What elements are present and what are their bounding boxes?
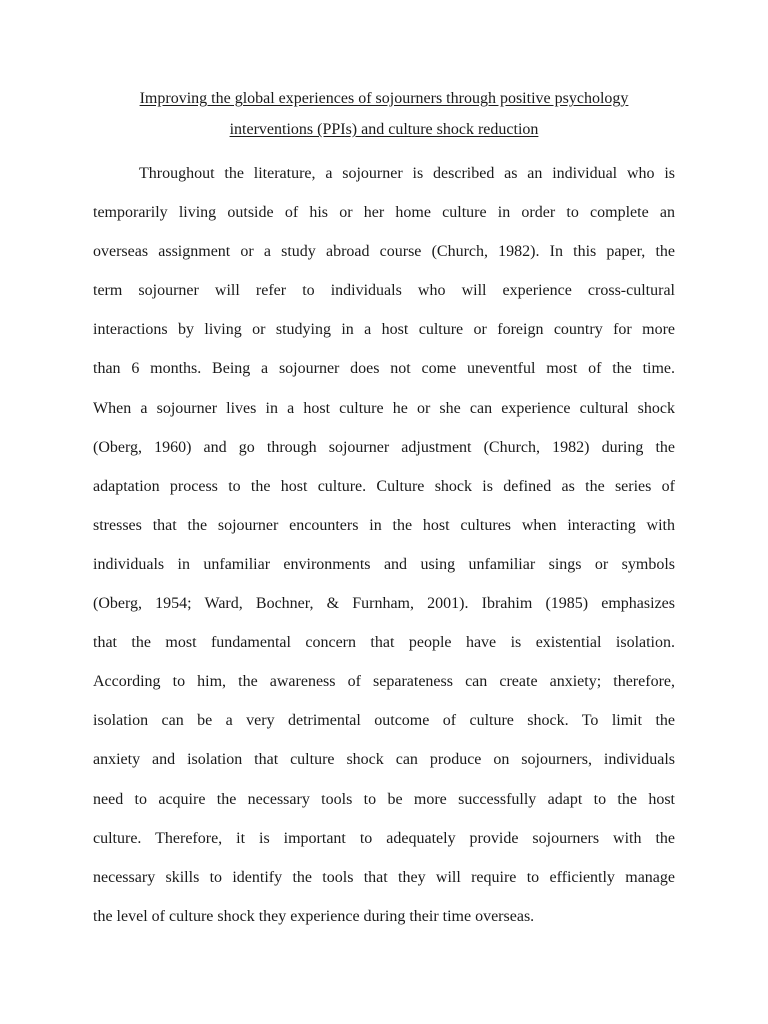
paragraph-line: interactions by living or studying in a host culture or foreign country for more (93, 321, 675, 339)
paragraph-line: necessary skills to identify the tools that they will require to efficiently manage (93, 868, 675, 886)
title-line-1: Improving the global experiences of sojourners through positive psychology (139, 90, 629, 107)
paragraph-line: than 6 months. Being a sojourner does not come uneventful most of the time. (93, 360, 675, 378)
paragraph-line: (Oberg, 1960) and go through sojourner adjustment (Church, 1982) during the (93, 438, 675, 456)
paragraph-line: anxiety and isolation that culture shock can produce on sojourners, individuals (93, 751, 675, 769)
paragraph-line: individuals in unfamiliar environments and using unfamiliar sings or symbols (93, 555, 675, 573)
paragraph-line: stresses that the sojourner encounters in the host cultures when interacting with (93, 516, 675, 534)
paragraph-line: need to acquire the necessary tools to be more successfully adapt to the host (93, 790, 675, 808)
paragraph-line: that the most fundamental concern that people have is existential isolation. (93, 634, 675, 652)
paragraph-line: adaptation process to the host culture. Culture shock is defined as the series of (93, 477, 675, 495)
paragraph-line: When a sojourner lives in a host culture he or she can experience cultural shock (93, 399, 675, 417)
paragraph-line: isolation can be a very detrimental outcome of culture shock. To limit the (93, 712, 675, 730)
paragraph-line: According to him, the awareness of separateness can create anxiety; therefore, (93, 673, 675, 691)
title-line-2: interventions (PPIs) and culture shock reduction (229, 121, 539, 138)
paragraph-line: the level of culture shock they experience during their time overseas. (93, 907, 535, 925)
paragraph-line: temporarily living outside of his or her home culture in order to complete an (93, 204, 675, 222)
paragraph-line: overseas assignment or a study abroad course (Church, 1982). In this paper, the (93, 243, 675, 261)
paragraph-line: Throughout the literature, a sojourner is described as an individual who is (139, 165, 675, 182)
paragraph-line: (Oberg, 1954; Ward, Bochner, & Furnham, 2001). Ibrahim (1985) emphasizes (93, 595, 675, 613)
paragraph-line: term sojourner will refer to individuals who will experience cross-cultural (93, 282, 675, 300)
paragraph-line: culture. Therefore, it is important to adequately provide sojourners with the (93, 829, 675, 847)
body-paragraph (93, 154, 675, 936)
document-title (90, 83, 678, 145)
